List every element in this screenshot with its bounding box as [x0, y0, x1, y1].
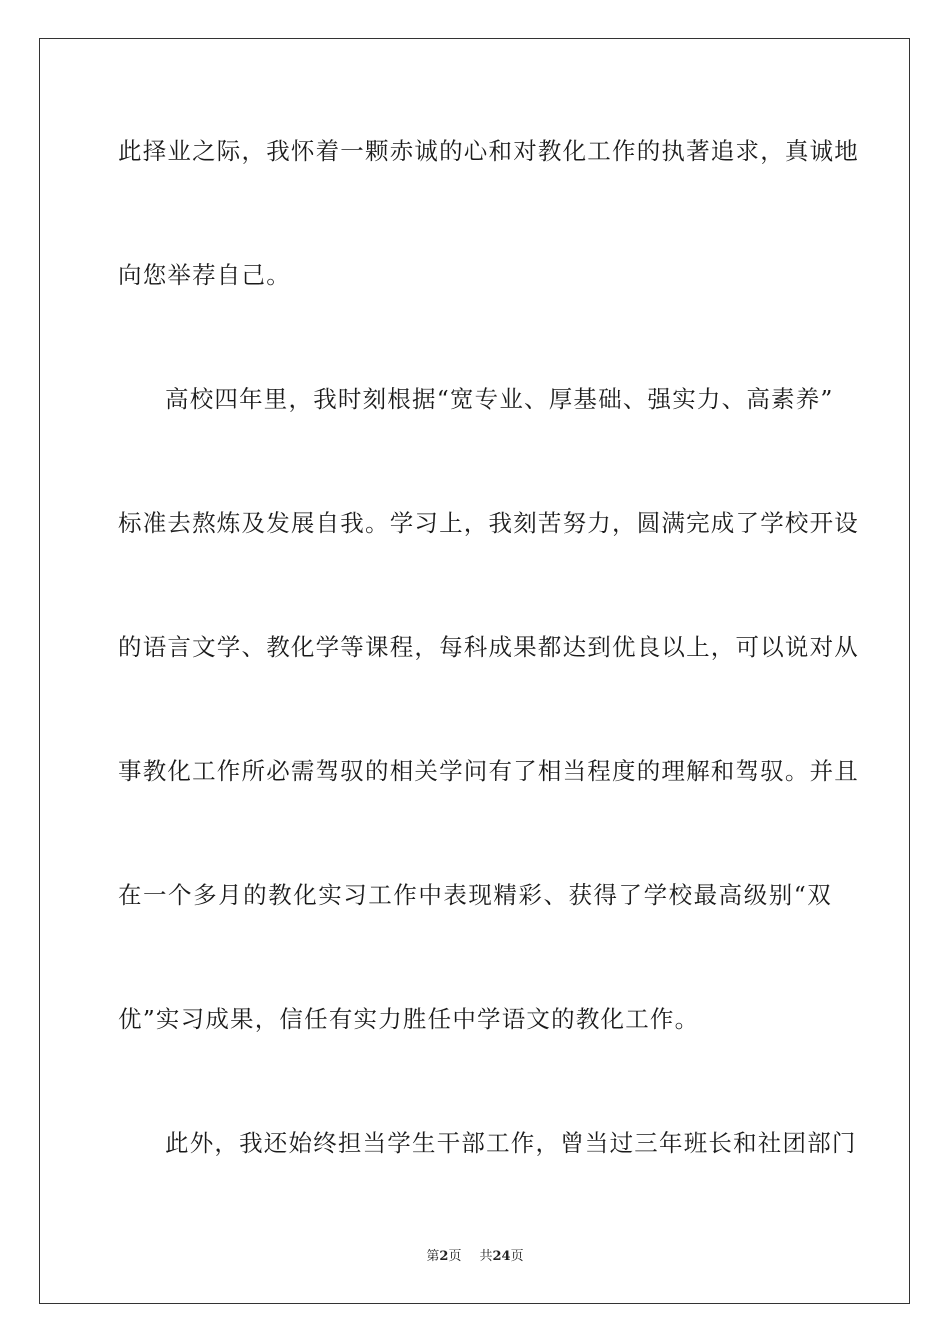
- text-line-8: 优”实习成果，信任有实力胜任中学语文的教化工作。: [118, 1005, 700, 1033]
- total-pages: 24: [492, 1249, 511, 1264]
- text-line-7: 在一个多月的教化实习工作中表现精彩、获得了学校最高级别“双: [118, 881, 832, 909]
- text-line-4: 标准去熬炼及发展自我。学习上，我刻苦努力，圆满完成了学校开设: [118, 509, 859, 537]
- page-footer: [0, 1248, 950, 1266]
- page-border: [39, 38, 910, 1304]
- text-line-2: 向您举荐自己。: [118, 261, 291, 289]
- paragraph-3-line-1: 此外，我还始终担当学生干部工作，曾当过三年班长和社团部门: [165, 1129, 857, 1157]
- text-line-5: 的语言文学、教化学等课程，每科成果都达到优良以上，可以说对从: [118, 633, 859, 661]
- text-line-1: 此择业之际，我怀着一颗赤诚的心和对教化工作的执著追求，真诚地: [118, 137, 859, 165]
- page-suffix: 页: [448, 1249, 462, 1264]
- page-prefix: 第: [426, 1249, 440, 1264]
- text-line-6: 事教化工作所必需驾驭的相关学问有了相当程度的理解和驾驭。并且: [118, 757, 859, 785]
- page-number: 2: [439, 1249, 449, 1264]
- paragraph-2-line-1: 高校四年里，我时刻根据“宽专业、厚基础、强实力、高素养”: [165, 385, 834, 413]
- total-suffix: 页: [510, 1249, 524, 1264]
- total-prefix: 共: [479, 1249, 493, 1264]
